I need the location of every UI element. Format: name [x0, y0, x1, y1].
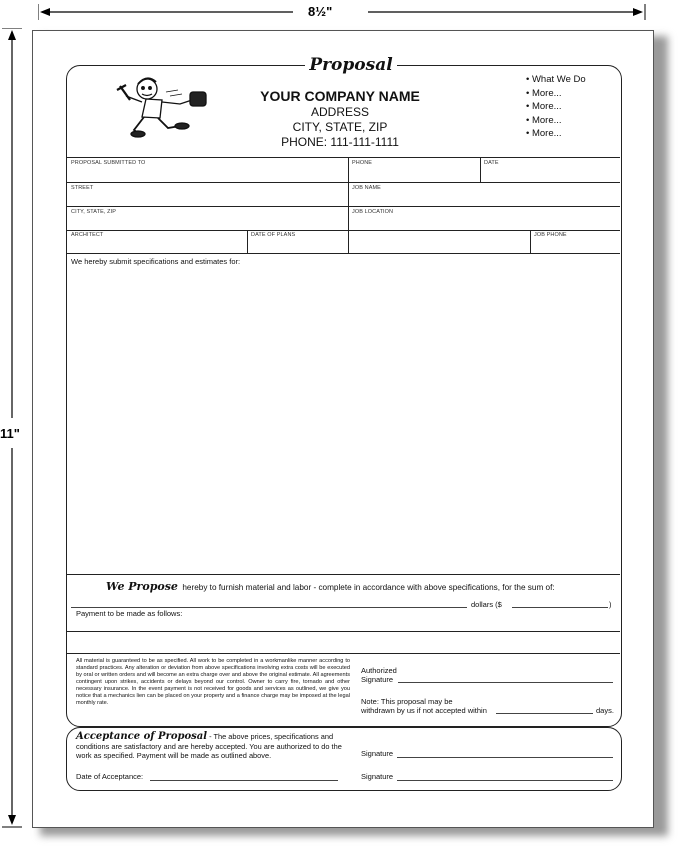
- authorized-signature-line[interactable]: [398, 682, 613, 683]
- grid-line: [67, 157, 620, 158]
- payment-terms-label: Payment to be made as follows:: [76, 609, 183, 618]
- grid-line: [67, 574, 620, 575]
- height-label: 11": [0, 426, 20, 441]
- grid-line: [480, 157, 481, 182]
- grid-line: [530, 230, 531, 253]
- specifications-area[interactable]: [67, 268, 620, 573]
- company-address: ADDRESS: [310, 105, 369, 119]
- grid-line: [67, 653, 620, 654]
- close-paren: ): [609, 600, 612, 609]
- terms-legal-text: All material is guaranteed to be as specified. All work to be completed in a workmanlike manner according to standard practices. Any alteration or deviation from above specifications involving extra costs will be executed by oral or written orders and will become an extra charge over and above the original estimate. All agreements contingent upon strikes, accidents or delays beyond our control. Owner to carry fire, tornado and other necessary insurance. In the event payment is not received for goods and services as outlined, we give you notice that a mechanics lien can be placed on your property and a finance charge may be imposed at the legal monthly rate.: [76, 658, 350, 706]
- grid-line: [247, 230, 248, 253]
- height-dimension: [0, 28, 26, 828]
- services-item: • More...: [526, 101, 562, 112]
- job-phone-field[interactable]: JOB PHONE: [534, 232, 567, 238]
- width-dimension: [38, 4, 646, 20]
- grid-line: [67, 230, 620, 231]
- acceptance-signature-line-1[interactable]: [397, 757, 613, 758]
- days-label: days.: [596, 706, 614, 715]
- phone-field[interactable]: PHONE: [352, 160, 373, 166]
- date-field[interactable]: DATE: [484, 160, 499, 166]
- acceptance-lead: Acceptance of Proposal: [76, 731, 208, 742]
- acceptance-signature-line-2[interactable]: [397, 780, 613, 781]
- plumber-mascot-image: [112, 72, 216, 142]
- date-of-plans-field[interactable]: DATE OF PLANS: [251, 232, 296, 238]
- architect-field[interactable]: ARCHITECT: [71, 232, 104, 238]
- date-of-acceptance-label: Date of Acceptance:: [76, 772, 144, 781]
- services-item: • What We Do: [526, 74, 586, 85]
- propose-lead: We Propose: [106, 580, 178, 593]
- services-item: • More...: [526, 87, 562, 99]
- acceptance-signature-label-1: Signature: [361, 749, 394, 758]
- days-line[interactable]: [496, 713, 593, 714]
- authorized-signature-label: Signature: [361, 675, 394, 684]
- width-arrow-icon: [38, 4, 646, 20]
- form-title: Proposal: [309, 55, 393, 75]
- specifications-intro: We hereby submit specifications and estimates for:: [71, 257, 241, 266]
- amount-number-line[interactable]: [512, 607, 608, 608]
- title-box: [305, 54, 397, 76]
- dollars-label: dollars ($: [471, 600, 502, 609]
- authorized-label: Authorized: [361, 666, 397, 675]
- services-item: • More...: [526, 114, 562, 126]
- company-name: YOUR COMPANY NAME: [260, 88, 420, 104]
- note-line-2: withdrawn by us if not accepted within: [361, 706, 487, 715]
- job-location-field[interactable]: JOB LOCATION: [352, 209, 394, 215]
- propose-text: hereby to furnish material and labor - complete in accordance with above specifications, for the sum of:: [182, 583, 555, 592]
- services-list: [526, 73, 616, 141]
- acceptance-body: - The above prices, specifications and conditions are satisfactory and are hereby accepted. You are authorized to do the work as specified. Payment will be made as outlined above.: [76, 732, 342, 760]
- propose-statement: [106, 577, 616, 595]
- company-city-state-zip: CITY, STATE, ZIP: [292, 120, 388, 134]
- date-of-acceptance-line[interactable]: [150, 780, 338, 781]
- proposal-submitted-to-field[interactable]: PROPOSAL SUBMITTED TO: [71, 160, 146, 166]
- grid-line: [67, 182, 620, 183]
- grid-line: [348, 157, 349, 253]
- city-state-zip-field[interactable]: CITY, STATE, ZIP: [71, 209, 116, 215]
- job-name-field[interactable]: JOB NAME: [352, 185, 381, 191]
- grid-line: [67, 631, 620, 632]
- grid-line: [67, 206, 620, 207]
- services-item: • More...: [526, 128, 562, 139]
- street-field[interactable]: STREET: [71, 185, 94, 191]
- acceptance-signature-label-2: Signature: [361, 772, 394, 781]
- width-label: 8½": [308, 4, 333, 19]
- amount-words-line[interactable]: [71, 607, 467, 608]
- company-info: [235, 88, 445, 150]
- grid-line: [67, 253, 620, 254]
- acceptance-text: [76, 732, 346, 761]
- company-phone: PHONE: 111-111-1111: [281, 135, 399, 149]
- note-line-1: Note: This proposal may be: [361, 697, 453, 706]
